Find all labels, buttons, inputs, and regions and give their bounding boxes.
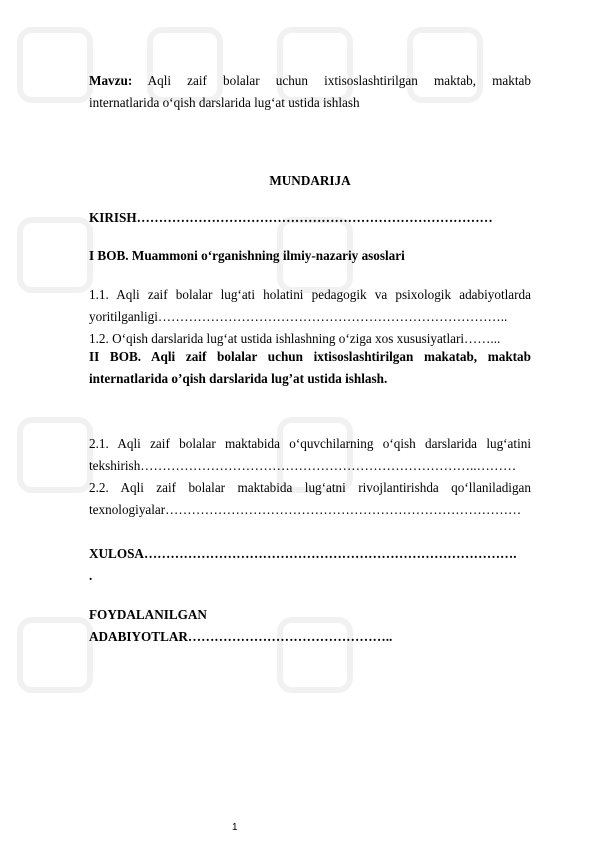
topic-line-2: internatlarida o‘qish darslarida lug‘at ustida ishlash (89, 95, 360, 110)
section-2-2-line-1: 2.2. Aqli zaif bolalar maktabida lug‘atni rivojlantirishda qo‘llaniladigan (89, 480, 531, 495)
toc-chapter-1-title (89, 245, 531, 267)
topic-line-1 (89, 70, 531, 92)
toc-heading-block (89, 170, 531, 192)
references-entry-line-2: ADABIYOTLAR……………………………………….. (89, 629, 393, 644)
references-entry-line-1: FOYDALANILGAN (89, 607, 207, 622)
toc-chapter-2-sections (89, 433, 531, 521)
section-1-1-line-1: 1.1. Aqli zaif bolalar lug‘ati holatini pedagogik va psixologik adabiyotlarda (89, 287, 531, 302)
toc-conclusion (89, 543, 531, 587)
section-2-1-line-1: 2.1. Aqli zaif bolalar maktabida o‘quvchilarning o‘qish darslarida lug‘atini (89, 436, 531, 451)
toc-references (89, 604, 531, 648)
page-number: 1 (232, 822, 238, 833)
topic-label: Mavzu: (89, 73, 133, 88)
topic-block (89, 70, 531, 114)
toc-heading: MUNDARIJA (269, 173, 351, 188)
conclusion-entry-line-2: . (89, 568, 93, 583)
topic-text-1: Aqli zaif bolalar uchun ixtisoslashtirilgan maktab, maktab (147, 73, 531, 88)
section-2-2-line-2: texnologiyalar……………………………………………………………………… (89, 502, 522, 517)
conclusion-entry-line-1: XULOSA…………………………………………………………………………. (89, 546, 517, 561)
toc-chapter-1-sections (89, 284, 531, 350)
chapter-2-title-line-2: internatlarida o’qish darslarida lug’at ustida ishlash. (89, 371, 388, 386)
toc-intro-entry: KIRISH……………………………………………………………………… (89, 210, 493, 225)
chapter-1-title: I BOB. Muammoni o‘rganishning ilmiy-nazariy asoslari (89, 248, 405, 263)
toc-intro (89, 207, 531, 229)
section-1-1-line-2: yoritilganligi…………………………………………………………………….. (89, 309, 508, 324)
toc-chapter-2-title (89, 346, 531, 390)
chapter-2-title-line-1: II BOB. Aqli zaif bolalar uchun ixtisoslashtirilgan makatab, maktab (89, 349, 531, 364)
section-1-2: 1.2. O‘qish darslarida lug‘at ustida ishlashning o‘ziga xos xususiyatlari……... (89, 331, 501, 346)
section-2-1-line-2: tekshirish…………………………………………………………………..……… (89, 458, 517, 473)
